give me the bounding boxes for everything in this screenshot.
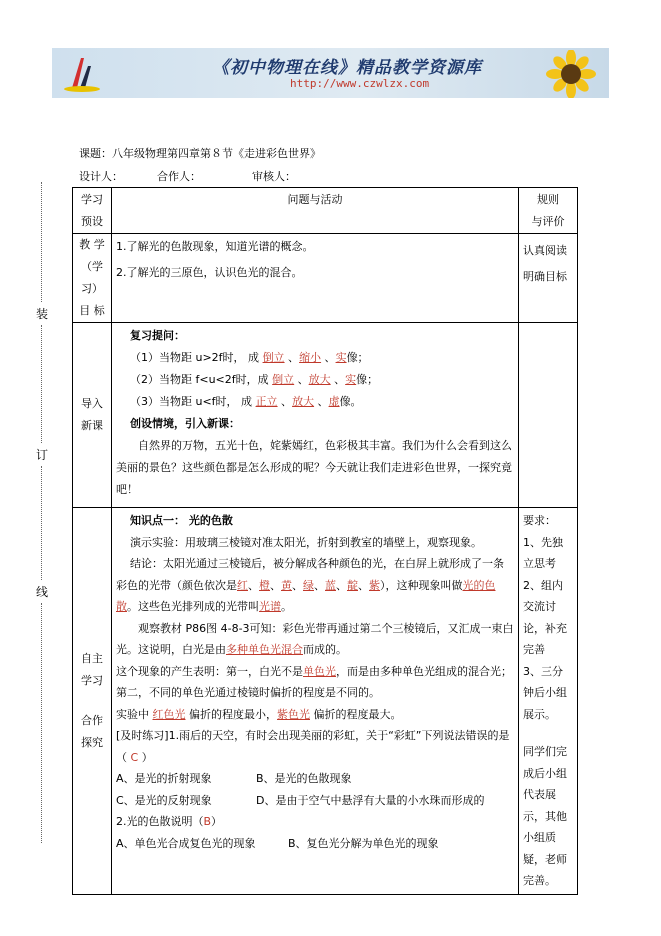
review-title: 复习提问： <box>130 329 185 342</box>
paragraph-text: 实验中 <box>116 707 149 721</box>
paragraph-text: 结论：太阳光通过三棱镜后，被分解成各种颜色的光，在白屏上就形成了一条彩色的光带（颜色依次是 <box>116 557 504 592</box>
goals-content <box>112 234 519 323</box>
paragraph-text: 。这些色光排列成的光带叫 <box>127 600 259 613</box>
color-answer: 靛 <box>347 578 358 592</box>
separator: 、 <box>277 395 293 408</box>
scenario-text: 自然界的万物，五光十色，姹紫嫣红，色彩极其丰富。我们为什么会看到这么美丽的景色？这些颜色都是怎么形成的呢？今天就让我们走进彩色世界，一探究竟吧！ <box>116 439 512 496</box>
requirement-item: 3、三分钟后小组展示。 <box>523 664 567 721</box>
partner-label: 合作人： <box>157 170 201 183</box>
separator: 、 <box>294 373 309 386</box>
requirement-item: 2、组内交流讨论，补充完善 <box>523 578 567 656</box>
paragraph-text: ，而是由多种单色光组成的混合光；第二，不同的单色光通过棱镜时偏折的程度是不同的。 <box>116 664 512 699</box>
paragraph-text: ），这种现象叫做 <box>380 578 463 592</box>
paragraph-text: 偏折的程度最小， <box>189 707 277 721</box>
color-answer: 橙 <box>259 578 270 592</box>
study-label-line2: 学习 <box>81 673 103 687</box>
answer-blank: 光谱 <box>259 600 281 613</box>
header-col3-line1: 规则 <box>537 192 559 206</box>
answer-blank: 单色光 <box>303 664 336 678</box>
intro-label <box>73 323 112 508</box>
practice-question-1 <box>116 725 514 768</box>
paragraph-text: 这个现象的产生表明：第一，白光不是 <box>116 664 303 678</box>
review-question-3 <box>116 391 514 413</box>
goals-label-line3: 目 标 <box>79 304 105 317</box>
study-label-line1: 自主 <box>81 651 103 665</box>
intro-label-line2: 新课 <box>81 419 103 432</box>
color-answer: 紫 <box>369 578 380 592</box>
separator: 、 <box>330 373 346 386</box>
answer-blank: 实 <box>345 373 357 386</box>
option-d: D、是由于空气中悬浮有大量的小水珠而形成的 <box>256 793 485 807</box>
conclusion-paragraph: 结论：太阳光通过三棱镜后，被分解成各种颜色的光，在白屏上就形成了一条彩色的光带（颜色依次是红、橙、黄、绿、蓝、靛、紫），这种现象叫做光的色散。这些色光排列成的光带叫光谱。 <box>116 557 504 613</box>
color-answer: 红 <box>237 578 248 592</box>
color-answer: 蓝 <box>325 578 336 592</box>
answer-blank: 光的色散 <box>116 578 496 613</box>
binding-line <box>41 182 42 302</box>
question-text: （3）当物距 u<f时， 成 <box>130 395 253 408</box>
question-text: 像； <box>346 351 369 364</box>
answer-blank: 缩小 <box>299 351 322 364</box>
requirement-note: 同学们完成后小组代表展示，其他小组质疑，老师完善。 <box>523 745 567 887</box>
goals-label <box>73 234 112 323</box>
option-a: A、单色光合成复色光的现象 <box>116 836 256 850</box>
separator: 、 <box>321 351 336 364</box>
question-text: 像。 <box>339 395 362 408</box>
answer-blank: 多种单色光混合 <box>226 643 303 656</box>
lesson-table <box>72 187 578 895</box>
site-logo-icon <box>60 52 102 94</box>
scenario-title: 创设情境，引入新课： <box>130 417 240 430</box>
intro-eval <box>519 323 578 508</box>
answer-blank: 倒立 <box>272 373 295 386</box>
color-answer: 绿 <box>303 578 314 592</box>
goals-label-line2: （学习） <box>81 260 103 295</box>
phenomenon-paragraph <box>116 661 514 704</box>
options-row <box>116 790 514 812</box>
paragraph-text: 而成的。 <box>303 643 347 656</box>
binding-line <box>41 325 42 443</box>
goals-eval <box>519 234 578 323</box>
designer-label: 设计人： <box>79 170 123 183</box>
header-col3-line2: 与评价 <box>531 214 565 228</box>
options-row <box>116 833 514 855</box>
experiment-paragraph <box>116 704 514 726</box>
option-b: B、复色光分解为单色光的现象 <box>288 836 439 850</box>
header-col3 <box>519 188 578 234</box>
lesson-title: 课题：八年级物理第四章第８节《走进彩色世界》 <box>79 147 321 160</box>
binding-line <box>41 603 42 843</box>
binding-mark-ding: 订 <box>36 448 49 462</box>
goals-eval-line1: 认真阅读 <box>523 244 567 257</box>
question-text: ） <box>141 750 153 764</box>
option-c: C、是光的反射现象 <box>116 793 212 807</box>
header-col1-line2: 预设 <box>81 214 103 228</box>
goal-line: 2.了解光的三原色，认识色光的混合。 <box>116 266 303 279</box>
study-label <box>73 508 112 895</box>
observe-paragraph <box>116 618 514 661</box>
practice-question-2 <box>116 811 514 833</box>
answer-blank: 倒立 <box>262 351 285 364</box>
option-a: A、是光的折射现象 <box>116 772 212 785</box>
answer-blank: 虚 <box>328 395 340 408</box>
answer-choice: B <box>203 815 212 828</box>
answer-blank: 实 <box>335 351 347 364</box>
banner-title: 《初中物理在线》精品教学资源库 <box>212 58 482 78</box>
reviewer-label: 审核人： <box>252 170 296 183</box>
intro-label-line1: 导入 <box>81 397 103 410</box>
answer-blank: 红色光 <box>152 707 186 721</box>
binding-mark-zhuang: 装 <box>36 307 49 321</box>
binding-mark-xian: 线 <box>36 585 49 599</box>
question-text: [及时练习]1.雨后的天空，有时会出现美丽的彩虹，关于“彩虹”下列说法错误的是（ <box>116 729 510 764</box>
answer-blank: 正立 <box>255 395 278 408</box>
paragraph-text: 观察教材 P86图 4-8-3可知：彩色光带再通过第二个三棱镜后，又汇成一束白光。这说明，白光是由 <box>116 621 514 656</box>
options-row <box>116 768 514 790</box>
study-label-line4: 探究 <box>81 735 103 749</box>
question-text: （2）当物距 f<u<2f时，成 <box>130 373 269 386</box>
question-text: 2.光的色散说明（ <box>116 815 204 828</box>
study-row <box>73 508 578 895</box>
goals-eval-line2: 明确目标 <box>523 270 567 283</box>
goals-row <box>73 234 578 323</box>
header-col1-line1: 学习 <box>81 192 103 206</box>
binding-line <box>41 466 42 580</box>
table-header-row <box>73 188 578 234</box>
knowledge-point-title: 知识点一： 光的色散 <box>130 514 233 527</box>
paragraph-text: 偏折的程度最大。 <box>313 707 402 721</box>
question-text: （1）当物距 u>2f时， 成 <box>130 351 260 364</box>
question-text: 像； <box>356 373 379 386</box>
demo-text: 演示实验：用玻璃三棱镜对准太阳光，折射到教室的墙壁上，观察现象。 <box>130 535 482 549</box>
header-col2: 问题与活动 <box>112 188 519 234</box>
banner-url[interactable]: http://www.czwlzx.com <box>290 77 430 90</box>
intro-row <box>73 323 578 508</box>
review-question-2 <box>116 369 514 391</box>
header-banner <box>52 48 609 98</box>
header-col1 <box>73 188 112 234</box>
requirements-title: 要求： <box>523 514 556 527</box>
intro-content <box>112 323 519 508</box>
requirement-item: 1、先独立思考 <box>523 535 563 570</box>
option-b: B、是光的色散现象 <box>256 772 352 785</box>
question-text: ） <box>211 815 223 828</box>
sunflower-icon <box>538 50 604 98</box>
review-question-1 <box>116 347 514 369</box>
answer-blank: 紫色光 <box>277 707 310 721</box>
separator: 、 <box>314 395 329 408</box>
goal-line: 1.了解光的色散现象，知道光谱的概念。 <box>116 240 314 253</box>
answer-blank: 放大 <box>292 395 315 408</box>
answer-blank: 放大 <box>308 373 331 386</box>
goals-label-line1: 教 学 <box>79 238 105 251</box>
study-requirements <box>519 508 578 895</box>
color-answer: 黄 <box>281 578 292 592</box>
answer-choice: C <box>130 750 139 764</box>
separator: 、 <box>284 351 300 364</box>
paragraph-text: 。 <box>281 600 292 613</box>
study-content <box>112 508 519 895</box>
study-label-line3: 合作 <box>81 713 103 727</box>
